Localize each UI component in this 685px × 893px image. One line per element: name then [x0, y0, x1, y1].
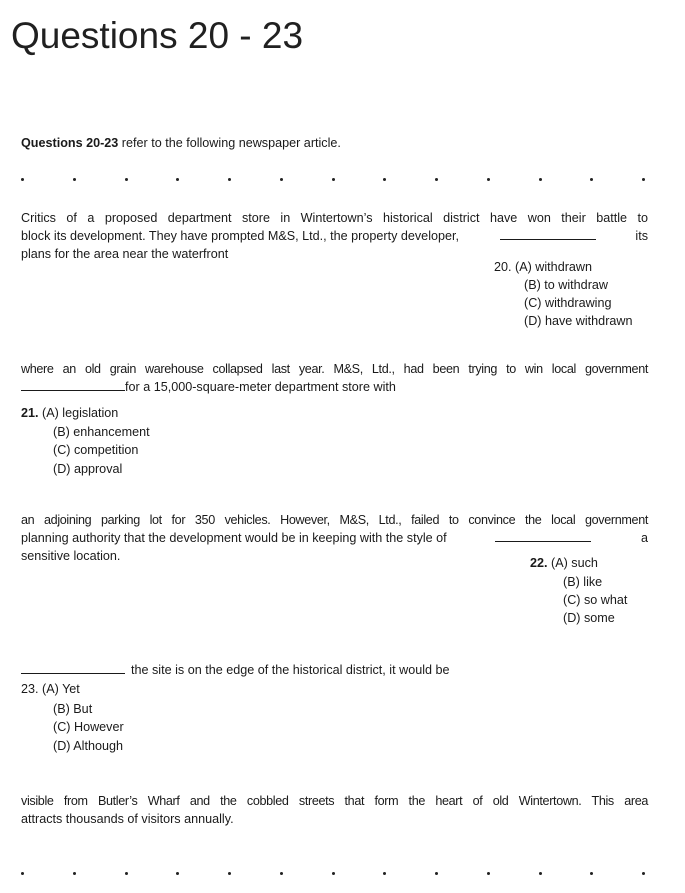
dot: [487, 178, 490, 181]
dot: [487, 872, 490, 875]
passage-text: for a 15,000-square-meter department store with: [125, 380, 396, 394]
question-22-number: 22.: [530, 556, 548, 570]
intro-rest: refer to the following newspaper article.: [118, 136, 341, 150]
dot: [383, 178, 386, 181]
answer-blank-21: [21, 379, 125, 391]
question-22-option-d: (D) some: [563, 611, 615, 625]
question-23-option-b: (B) But: [53, 702, 93, 716]
passage-line: where an old grain warehouse collapsed last year. M&S, Ltd., had been trying to win local government: [21, 362, 648, 376]
passage-line: sensitive location.: [21, 549, 121, 563]
dot: [73, 872, 76, 875]
question-21-option-d: (D) approval: [53, 462, 123, 476]
question-20-option-a: 20. (A) withdrawn: [494, 260, 592, 274]
dot: [228, 872, 231, 875]
passage-paragraph-1: [21, 209, 648, 263]
question-20-option-b: (B) to withdraw: [524, 278, 608, 292]
dot: [642, 872, 645, 875]
page-title: Questions 20 - 23: [11, 15, 304, 56]
passage-text: planning authority that the development would be in keeping with the style of: [21, 531, 447, 545]
dot: [590, 872, 593, 875]
answer-blank-20: [500, 228, 596, 240]
intro-bold: Questions 20-23: [21, 136, 119, 150]
dot: [539, 872, 542, 875]
dot: [125, 178, 128, 181]
question-20-option-c: (C) withdrawing: [524, 296, 612, 310]
question-23-option-c: (C) However: [53, 720, 124, 734]
passage-line: an adjoining parking lot for 350 vehicles. However, M&S, Ltd., failed to convince the local government: [21, 513, 648, 527]
question-21-option-a: [21, 404, 118, 422]
passage-line: Critics of a proposed department store in Wintertown’s historical district have won their battle to: [21, 211, 648, 225]
dot: [435, 872, 438, 875]
question-22-option-a: [530, 554, 598, 572]
answer-blank-23: [21, 662, 125, 674]
question-21-option-b: (B) enhancement: [53, 425, 150, 439]
passage-paragraph-4: [21, 661, 450, 679]
dot: [590, 178, 593, 181]
answer-blank-22: [495, 530, 591, 542]
passage-paragraph-5: [21, 792, 648, 828]
question-21-option-a-text: (A) legislation: [38, 406, 119, 420]
dot: [435, 178, 438, 181]
dot: [280, 872, 283, 875]
intro-line: [21, 134, 341, 152]
passage-line: attracts thousands of visitors annually.: [21, 812, 234, 826]
question-21-option-c: (C) competition: [53, 443, 139, 457]
dot: [280, 178, 283, 181]
dot: [642, 178, 645, 181]
passage-line: [21, 378, 648, 396]
dot: [539, 178, 542, 181]
dot: [332, 178, 335, 181]
dot: [73, 178, 76, 181]
dot-separator-top: [21, 178, 645, 181]
dot: [21, 872, 24, 875]
question-22-option-a-text: (A) such: [547, 556, 598, 570]
passage-text: the site is on the edge of the historical district, it would be: [131, 663, 450, 677]
dot: [125, 872, 128, 875]
dot: [21, 178, 24, 181]
passage-text: its: [635, 229, 648, 243]
question-23-option-a: 23. (A) Yet: [21, 682, 80, 696]
passage-line: [21, 227, 648, 245]
passage-line: plans for the area near the waterfront: [21, 247, 229, 261]
dot-separator-bottom: [21, 872, 645, 875]
question-22-option-b: (B) like: [563, 575, 603, 589]
question-20-option-d: (D) have withdrawn: [524, 314, 633, 328]
passage-line: [21, 529, 648, 547]
dot: [332, 872, 335, 875]
question-22-option-c: (C) so what: [563, 593, 628, 607]
passage-paragraph-2: [21, 360, 648, 396]
passage-text: block its development. They have prompted M&S, Ltd., the property developer,: [21, 229, 459, 243]
question-23-option-d: (D) Although: [53, 739, 124, 753]
dot: [383, 872, 386, 875]
dot: [176, 178, 179, 181]
question-21-number: 21.: [21, 406, 39, 420]
passage-text: a: [640, 531, 648, 545]
passage-line: visible from Butler’s Wharf and the cobbled streets that form the heart of old Wintertown. This area: [21, 794, 648, 808]
dot: [228, 178, 231, 181]
dot: [176, 872, 179, 875]
